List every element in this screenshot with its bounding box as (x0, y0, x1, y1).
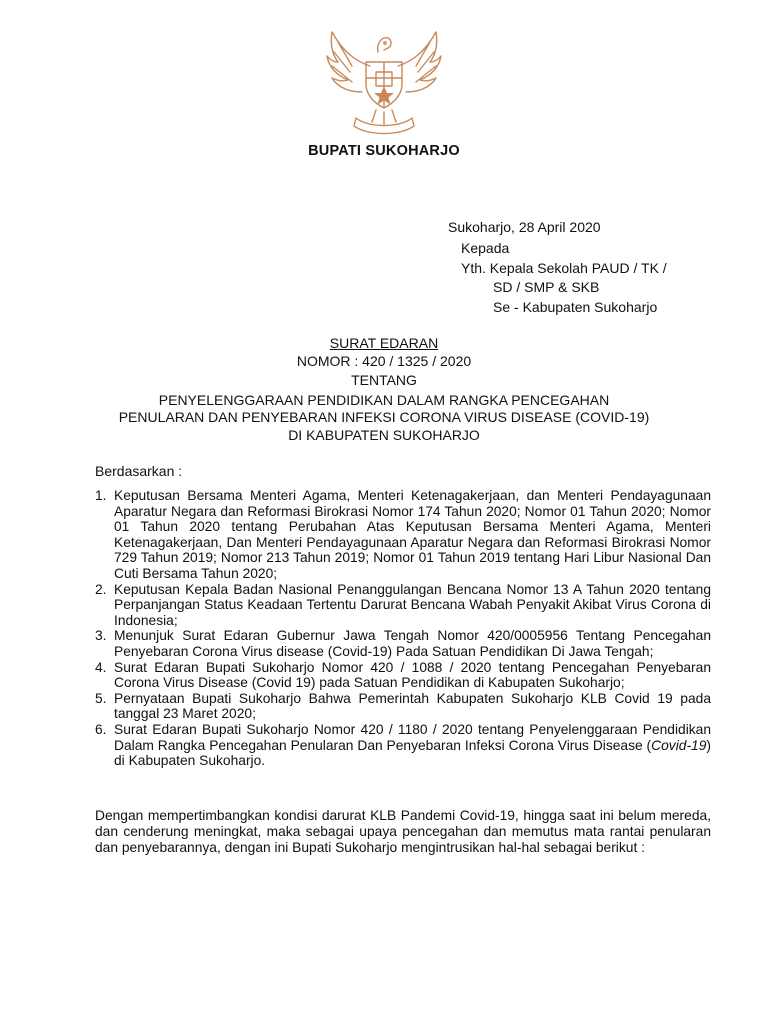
closing-paragraph: Dengan mempertimbangkan kondisi darurat KLB Pandemi Covid-19, hingga saat ini belum mereda, dan cenderung meningkat, maka sebagai upaya pencegahan dan memutus mata rantai penularan dan penyebarannya, dengan ini Bupati Sukoharjo mengintrusikan hal-hal sebagai berikut : (95, 808, 711, 856)
document-type: SURAT EDARAN (329, 335, 439, 351)
list-item: 1. Keputusan Bersama Menteri Agama, Menteri Ketenagakerjaan, dan Menteri Pendayagunaan Aparatur Negara dan Reformasi Birokrasi Nomor 174 Tahun 2020; Nomor 01 Tahun 2020; Nomor 01 Tahun 2020 tentang Perubahan Atas Keputusan Bersama Menteri Agama, Menteri Ketenagakerjaan, Dan Menteri Pendayagunaan Aparatur Negara dan Reformasi Birokrasi Nomor 729 Tahun 2019; Nomor 213 Tahun 2019; Nomor 01 Tahun 2019 tentang Hari Libur Nasional Dan Cuti Bersama Tahun 2020; (95, 488, 711, 581)
document-subject-line-3: DI KABUPATEN SUKOHARJO (288, 426, 480, 443)
basis-list (95, 488, 711, 769)
document-about-label: TENTANG (351, 372, 417, 389)
place-date: Sukoharjo, 28 April 2020 (448, 219, 601, 235)
document-subject-line-2: PENULARAN DAN PENYEBARAN INFEKSI CORONA VIRUS DISEASE (COVID-19) (118, 409, 650, 426)
list-item: 6. Surat Edaran Bupati Sukoharjo Nomor 420 / 1180 / 2020 tentang Penyelenggaraan Pendidikan Dalam Rangka Pencegahan Penularan Dan Penyebaran Infeksi Corona Virus Disease (Covid-19) di Kabupaten Sukoharjo. (95, 721, 711, 769)
document-heading (0, 335, 768, 445)
basis-label: Berdasarkan : (95, 463, 183, 479)
letterhead-title: BUPATI SUKOHARJO (308, 143, 460, 159)
list-item: 4. Surat Edaran Bupati Sukoharjo Nomor 420 / 1088 / 2020 tentang Pencegahan Penyebaran Corona Virus Disease (Covid 19) pada Satuan Pendidikan di Kabupaten Sukoharjo; (95, 659, 711, 691)
document-number: NOMOR : 420 / 1325 / 2020 (296, 352, 472, 369)
recipient-line-1: Yth. Kepala Sekolah PAUD / TK / (461, 259, 667, 276)
recipient-salutation: Kepada (461, 240, 510, 256)
recipient-line-3: Se - Kabupaten Sukoharjo (493, 298, 658, 315)
garuda-emblem-icon (318, 22, 450, 142)
list-item: 5. Pernyataan Bupati Sukoharjo Bahwa Pemerintah Kabupaten Sukoharjo KLB Covid 19 pada tanggal 23 Maret 2020; (95, 690, 711, 722)
recipient-line-2: SD / SMP & SKB (493, 279, 600, 295)
recipient-block (461, 239, 667, 317)
document-subject-line-1: PENYELENGGARAAN PENDIDIKAN DALAM RANGKA PENCEGAHAN (158, 391, 610, 408)
list-item: 3. Menunjuk Surat Edaran Gubernur Jawa Tengah Nomor 420/0005956 Tentang Pencegahan Penyebaran Corona Virus disease (Covid-19) Pada Satuan Pendidikan Di Jawa Tengah; (95, 628, 711, 659)
list-item: 2. Keputusan Kepala Badan Nasional Penanggulangan Bencana Nomor 13 A Tahun 2020 tentang Perpanjangan Status Keadaan Tertentu Darurat Bencana Wabah Penyakit Akibat Virus Corona di Indonesia; (95, 581, 711, 628)
